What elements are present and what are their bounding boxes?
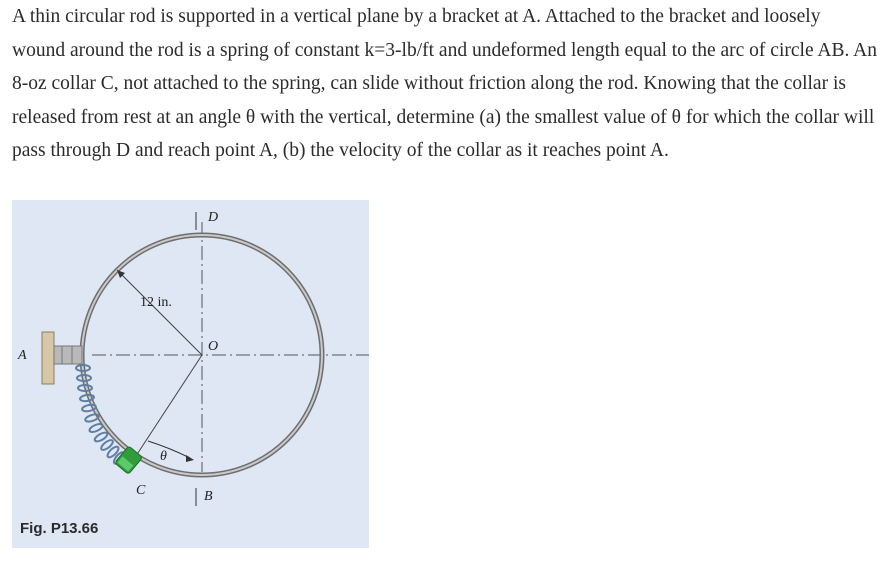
label-d: D [208,210,219,225]
label-a: A [18,348,27,363]
collar-radius-line [132,355,202,462]
label-b: B [204,489,213,504]
label-o: O [208,339,219,354]
label-theta: θ [160,449,167,464]
wall-bracket [42,332,54,384]
label-radius: 12 in. [140,295,172,310]
theta-arc [148,441,190,458]
bracket-block [54,346,82,364]
radius-line [117,270,202,355]
figure-diagram [12,200,369,548]
label-c: C [136,483,146,498]
figure-p13-66 [12,200,369,548]
figure-caption: Fig. P13.66 [20,520,99,537]
problem-statement: A thin circular rod is supported in a vertical plane by a bracket at A. Attached to the bracket and loosely wound around the rod is a spring of constant k=3-lb/ft and undeformed length equal to the arc of circle AB. An 8-oz collar C, not attached to the spring, can slide without friction along the rod. Knowing that the collar is released from rest at an angle θ with the vertical, determine (a) the smallest value of θ for which the collar will pass through D and reach point A, (b) the velocity of the collar as it reaches point A. [12,6,877,162]
theta-arrowhead [186,455,194,462]
